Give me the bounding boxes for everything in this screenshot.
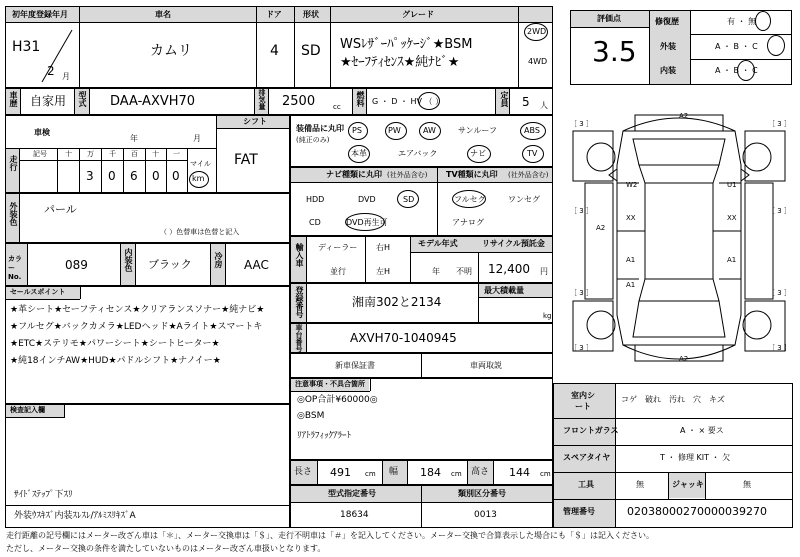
diag-label: A1 [727, 256, 737, 264]
car-name: カムリ [150, 43, 192, 59]
inspector-line1: ｻｲﾄﾞｽﾃｯﾌﾟ下ｽﾘ [14, 490, 73, 500]
grade-line1: WSﾚｻﾞｰﾊﾟｯｹｰｼﾞ★BSM [340, 37, 473, 52]
navi-sd: SD [403, 195, 415, 204]
sales-line: ★フルセグ★バックカメラ★LEDヘッド★Aライト★スマートキ [10, 322, 263, 332]
inspector-block [5, 404, 290, 528]
ac: AAC [244, 258, 269, 272]
equip-sunroof: サンルーフ [458, 126, 497, 135]
equip-leather: 本革 [351, 149, 367, 158]
first-reg-era: H31 [12, 39, 41, 55]
mileage-digit-2: 3 [86, 169, 94, 183]
exterior-grade: A ・ B ・ C [715, 42, 758, 51]
navi-dvd: DVD [358, 195, 376, 204]
grade-label: グレード [402, 10, 434, 19]
shift: FAT [234, 152, 258, 168]
doors: 4 [270, 43, 279, 59]
navi-dvd-play: DVD再生可 [346, 218, 388, 227]
equip-aw: AW [423, 126, 436, 135]
plate-number: 湘南302と2134 [352, 295, 442, 309]
mileage-digit-4: 6 [130, 169, 138, 183]
km-unit: km [192, 174, 205, 183]
mileage-digit-3: 0 [108, 169, 116, 183]
navi-cd: CD [309, 218, 321, 227]
navi-hdd: HDD [306, 195, 325, 204]
fuel-circle [418, 92, 440, 110]
equip-pw: PW [388, 126, 401, 135]
first-reg-month: 2 [47, 64, 55, 78]
seat-damage: コゲ 破れ 汚れ 穴 キズ [621, 395, 725, 404]
note-line: ◎OP合計¥60000◎ [297, 395, 378, 405]
exterior-color: パール [44, 203, 77, 216]
interior-color: ブラック [148, 258, 192, 271]
tools: 無 [636, 480, 644, 489]
equip-airbag: エアバック [398, 149, 438, 158]
exterior-block [5, 193, 290, 243]
sales-label: セールスポイント [10, 288, 66, 296]
class-no: 0013 [474, 510, 497, 520]
shaken-label: 車検 [34, 128, 50, 137]
equip-ps: PS [352, 126, 362, 135]
diag-label: XX [626, 214, 636, 222]
footer-line2: ただし、メーター交換の条件を満たしていないものはメーター改ざん車扱いとなります。 [6, 544, 326, 553]
model-code: DAA-AXVH70 [110, 94, 196, 109]
car-name-label: 車名 [155, 10, 171, 19]
score-value: 3.5 [592, 35, 637, 68]
score-label: 評価点 [597, 14, 621, 23]
sales-line: ★ETC★ステリモ★パワーシート★シートヒーター★ [10, 339, 220, 349]
note-line: ﾘｱﾄﾗﾌｨｯｸｱﾗｰﾄ [297, 431, 352, 441]
width: 184 [420, 466, 441, 479]
shift-label: シフト [243, 117, 267, 126]
door-label: ドア [266, 10, 282, 19]
equip-abs: ABS [524, 126, 540, 135]
first-reg-label: 初年度登録年月 [12, 10, 68, 19]
capacity: 5 [522, 95, 530, 109]
drive-2wd: 2WD [527, 27, 547, 36]
equip-navi: ナビ [470, 149, 486, 158]
diag-label: A1 [626, 256, 636, 264]
tv-oneseg: ワンセグ [508, 195, 540, 204]
diag-label: A2 [679, 112, 689, 120]
use-type: 自家用 [30, 94, 67, 108]
car-damage-diagram [563, 105, 795, 375]
color-no: 089 [65, 258, 88, 272]
type-designation-no: 18634 [340, 510, 369, 520]
inspector-label: 検査記入欄 [10, 406, 45, 414]
sales-line: ★純18インチAW★HUD★パドルシフト★ナノイー★ [10, 356, 221, 366]
jack: 無 [743, 480, 751, 489]
height: 144 [509, 466, 530, 479]
diag-label: A2 [679, 355, 689, 363]
footer-line1: 走行距離の記号欄にはメーター改ざん車は「＊」、メーター交換車は「＄」、走行不明車は「＃」を記入してください。メーター交換で合算表示した場合にも「＄」は記入ください。 [6, 531, 654, 540]
tv-analog: アナログ [452, 218, 484, 227]
diag-label: A2 [596, 224, 606, 232]
tv-fullseg: フルセグ [454, 195, 486, 204]
interior-grade: A ・ B ・ C [715, 66, 758, 75]
diag-label: A1 [626, 281, 636, 289]
mileage-digit-5: 0 [152, 169, 160, 183]
diag-label: U1 [727, 181, 737, 189]
diag-label: XX [727, 214, 737, 222]
drive-4wd: 4WD [528, 57, 548, 66]
equip-tv: TV [527, 149, 538, 158]
length: 491 [330, 466, 351, 479]
mileage-digit-6: 0 [172, 169, 180, 183]
diag-label: W2 [626, 181, 638, 189]
shape-label: 形状 [303, 10, 319, 19]
chassis-number: AXVH70-1040945 [350, 331, 457, 345]
inspector-line2: 外装ｳｽｷｽﾞ内装ｽﾚｽﾚ/ｱﾙﾐｽﾘｷｽﾞA [14, 511, 136, 521]
new-car-warranty: 新車保証書 [335, 361, 375, 370]
sales-line: ★革シート★セーフティセンス★クリアランスソナー★純ナビ★ [10, 305, 265, 315]
spare-tire: T ・ 修理 KIT ・ 欠 [660, 453, 731, 462]
management-number: 02038000270000039270 [627, 505, 767, 518]
displacement: 2500 [282, 94, 316, 109]
recycle-fee: 12,400 [488, 262, 530, 276]
note-line: ◎BSM [297, 411, 325, 421]
fuel: G ・ D ・ HV （ ） [372, 97, 444, 106]
grade-line2: ★ｾｰﾌﾃｨｾﾝｽ★純ﾅﾋﾞ★ [340, 55, 460, 70]
body-shape: SD [301, 43, 321, 59]
front-glass: A ・ × 要ス [680, 426, 724, 435]
owner-manual: 車両取説 [470, 361, 502, 370]
repair-history: 有 ・ 無 [727, 17, 757, 26]
